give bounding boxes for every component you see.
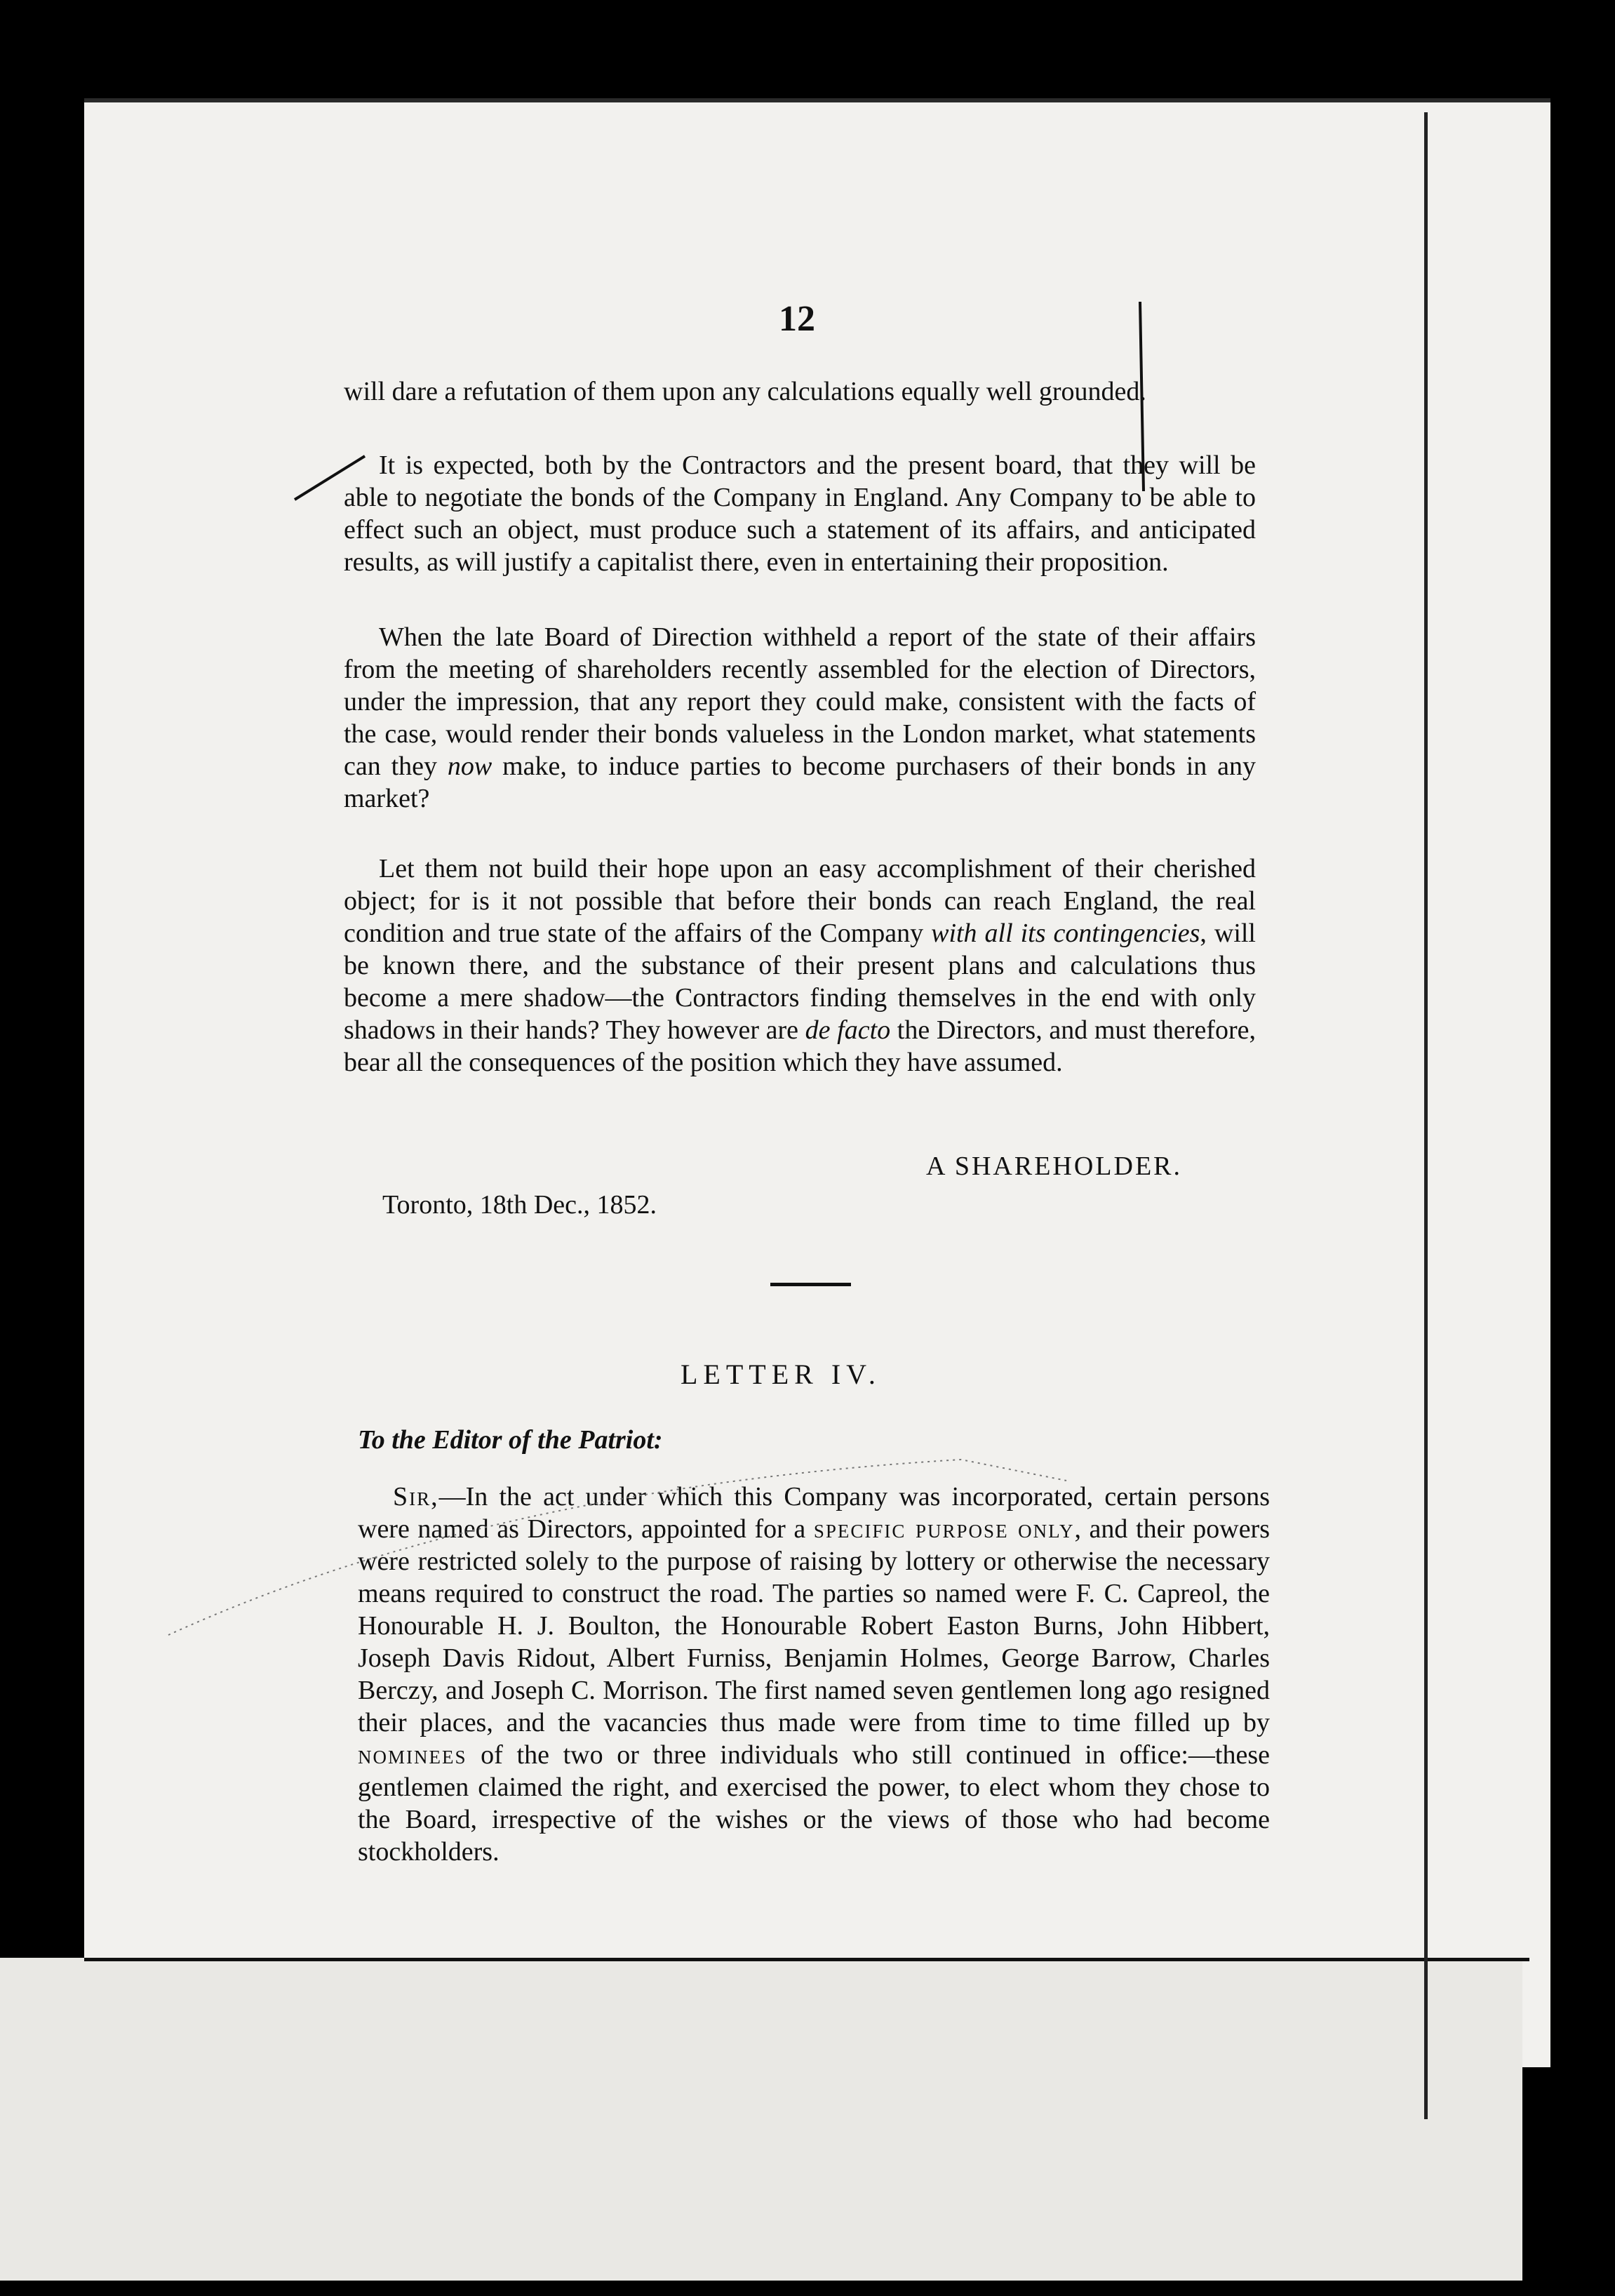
paragraph-3-text-b: make, to induce parties to become purchasers of their bonds in any market?	[344, 752, 1256, 813]
paragraph-3-text-a: When the late Board of Direction withheld a report of the state of their affairs from the meeting of shareholders recently assembled for the election of Directors, under the impression, that any report they could make, consistent with the facts of the case, would render their bonds valueless in the London market, what statements can they	[344, 622, 1256, 781]
paragraph-4-text-a: Let them not build their hope upon an easy accomplishment of their cherished object; for is it not possible that before their bonds can reach England, the real condition and true state of the affairs of the Company	[344, 854, 1256, 948]
paragraph-1: will dare a refutation of them upon any calculations equally well grounded.	[344, 377, 1146, 406]
paragraph-5-sir: Sir,	[393, 1482, 439, 1511]
paragraph-3-italic-now: now	[447, 752, 492, 781]
paragraph-2: It is expected, both by the Contractors and the present board, that they will be able to negotiate the bonds of the Company in England. Any Company to be able to effect such an object, must produce such a statement of its affairs, and anticipated results, as will justify a capitalist there, even in entertaining their proposition.	[344, 450, 1256, 577]
salutation: To the Editor of the Patriot:	[358, 1425, 663, 1455]
paragraph-4-text-b: , will be known there, and the substance of their present plans and calculations thus become a mere shadow—the Contractors finding themselves in the end with only shadows in their hands? They however are	[344, 919, 1256, 1045]
dateline: Toronto, 18th Dec., 1852.	[382, 1190, 657, 1220]
paper-lower-sheet	[0, 1958, 1522, 2281]
paragraph-5-text-a: —In the act under which this Company was incorporated, certain persons were named as Directors, appointed for a	[358, 1482, 1270, 1544]
page-fold-line	[84, 1958, 1529, 1961]
paragraph-5	[358, 1481, 1270, 1868]
paragraph-4-italic-contingencies: with all its contingencies	[931, 919, 1200, 948]
paragraph-4-text-c: the Directors, and must therefore, bear all the consequences of the position which they have assumed.	[344, 1015, 1256, 1077]
paragraph-5-text-c: of the two or three individuals who still continued in office:—these gentlemen claimed the right, and exercised the power, to elect whom they chose to the Board, irrespective of the wishes or the views of those who had become stockholders.	[358, 1740, 1270, 1867]
paragraph-4	[344, 853, 1256, 1079]
paragraph-3	[344, 621, 1256, 815]
letter-heading: LETTER IV.	[681, 1359, 881, 1390]
section-divider	[770, 1283, 851, 1286]
paragraph-5-text-b: , and their powers were restricted solely to the purpose of raising by lottery or otherwise the necessary means required to construct the road. The parties so named were F. C. Capreol, the Honourable H. J. Boulton, the Honourable Robert Easton Burns, John Hibbert, Joseph Davis Ridout, Albert Furniss, Benjamin Holmes, George Barrow, Charles Berczy, and Joseph C. Morrison. The first named seven gentlemen long ago resigned their places, and the vacancies thus made were from time to time filled up by	[358, 1514, 1270, 1737]
paragraph-5-specific-purpose: specific purpose only	[813, 1514, 1075, 1544]
paragraph-5-nominees: nominees	[358, 1740, 467, 1770]
page-right-edge	[1424, 112, 1428, 2119]
signature: A SHAREHOLDER.	[926, 1152, 1183, 1181]
paragraph-4-italic-de-facto: de facto	[805, 1015, 891, 1045]
page-number: 12	[779, 299, 815, 339]
